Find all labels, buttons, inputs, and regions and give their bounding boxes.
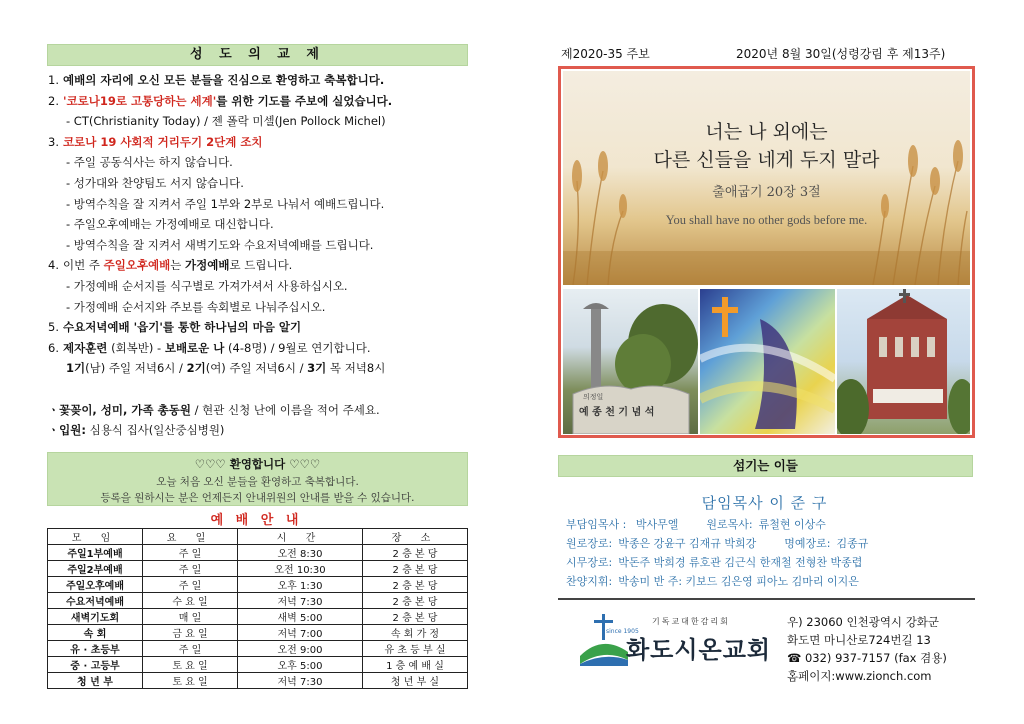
table-cell: 주 일 — [143, 577, 238, 593]
table-cell: 저녁 7:30 — [238, 673, 363, 689]
cover-image-frame — [558, 66, 975, 438]
issue-date: 2020년 8월 30일(성령강림 후 제13주) — [736, 47, 946, 61]
text-run: 보배로운 나 — [164, 340, 225, 355]
wheat-field-image — [563, 71, 970, 285]
text-run: 1기 — [66, 361, 86, 376]
fellowship-item — [66, 216, 274, 232]
table-cell: 1 층 예 배 실 — [363, 657, 468, 673]
text-run: - 주일오후예배는 가정예배로 대신합니다. — [66, 217, 274, 232]
table-cell: 저녁 7:30 — [238, 593, 363, 609]
staff-label: 찬양지휘: — [566, 575, 613, 588]
staff-line — [566, 554, 862, 570]
cross-painting-image — [700, 289, 835, 434]
table-cell: 중 · 고등부 — [48, 657, 143, 673]
text-run: - 방역수칙을 잘 지켜서 새벽기도와 수요저녁예배를 드립니다. — [66, 237, 374, 252]
church-building-photo — [837, 289, 970, 434]
table-row — [48, 545, 468, 561]
fellowship-title: 성 도 의 교 제 — [190, 47, 325, 62]
text-run: (남) 주일 저녁6시 / — [85, 361, 187, 376]
table-cell: 주일오후예배 — [48, 577, 143, 593]
staff-value: 박돈주 박희경 류호관 김근식 한재철 전형찬 박종렵 — [618, 556, 863, 569]
welcome-line1: 오늘 처음 오신 분들을 환영하고 축복합니다. — [156, 476, 359, 488]
staff-label2: 명예장로: — [784, 537, 831, 550]
text-run: 는 — [170, 258, 186, 273]
item-number: 1. — [48, 73, 59, 87]
table-cell: 주일2부예배 — [48, 561, 143, 577]
church-since: since 1905 — [606, 628, 639, 635]
text-run: '코로나19로 고통당하는 세계' — [62, 93, 217, 108]
verse-reference: 출애굽기 20장 3절 — [712, 185, 821, 200]
church-logo — [576, 612, 776, 668]
fellowship-item — [66, 299, 325, 315]
text-run: - 주일 공동식사는 하지 않습니다. — [66, 155, 233, 170]
text-run: - 방역수칙을 잘 지켜서 주일 1부와 2부로 나눠서 예배드립니다. — [66, 196, 385, 211]
item-number: 5. — [48, 320, 59, 335]
church-scene — [837, 289, 970, 434]
table-cell: 수요저녁예배 — [48, 593, 143, 609]
staff-value: 박종은 강윤구 김재규 박희강 — [618, 537, 757, 550]
servants-title: 섬기는 이들 — [733, 458, 798, 473]
worship-header-row — [48, 529, 468, 545]
table-cell: 오전 10:30 — [238, 561, 363, 577]
text-run: (회복반) - — [107, 340, 165, 355]
table-cell: 속 회 가 정 — [363, 625, 468, 641]
stone-inscription: 예 종 천 기 념 석 — [579, 407, 655, 418]
verse-english: You shall have no other gods before me. — [665, 213, 868, 227]
church-denomination: 기독교대한감리회 — [652, 617, 730, 626]
worship-header: 시 간 — [238, 529, 363, 545]
address-line2: 화도면 마니산로724번길 13 — [787, 633, 931, 647]
table-cell: 속 회 — [48, 625, 143, 641]
table-cell: 주 일 — [143, 561, 238, 577]
note-item — [48, 422, 224, 438]
fellowship-list — [48, 72, 488, 392]
worship-header: 모 임 — [48, 529, 143, 545]
fellowship-item — [48, 72, 384, 88]
table-row — [48, 673, 468, 689]
item-number: 6. — [48, 340, 59, 355]
text-run: - 가정예배 순서지와 주보를 속회별로 나눠주십시오. — [66, 299, 326, 314]
worship-header: 장 소 — [363, 529, 468, 545]
text-run: 수요저녁예배 '읍기'를 통한 하나님의 마음 알기 — [62, 320, 302, 335]
fellowship-header — [47, 44, 468, 66]
table-cell: 유 · 초등부 — [48, 641, 143, 657]
fellowship-item — [48, 257, 292, 273]
table-cell: 새벽기도회 — [48, 609, 143, 625]
text-run: 주일오후예배 — [103, 258, 171, 273]
wheat-stalks — [563, 71, 970, 285]
table-cell: 오전 9:00 — [238, 641, 363, 657]
church-name: 화도시온교회 — [626, 636, 772, 664]
table-row — [48, 657, 468, 673]
fellowship-item — [48, 93, 392, 109]
worship-title: 예 배 안 내 — [210, 513, 303, 528]
table-cell: 유 초 등 부 실 — [363, 641, 468, 657]
text-run: 제자훈련 — [62, 340, 108, 355]
verse-line1: 너는 나 외에는 — [705, 121, 828, 143]
worship-header: 요 일 — [143, 529, 238, 545]
staff-line — [566, 535, 868, 551]
fellowship-item — [48, 319, 301, 335]
text-run: 코로나 19 사회적 거리두기 2단계 조치 — [62, 134, 263, 149]
fellowship-item — [66, 113, 386, 129]
text-run: (여) 주일 저녁6시 / — [205, 361, 308, 376]
welcome-box — [47, 452, 468, 506]
item-number: 4. — [48, 258, 59, 273]
text-run: - 성가대와 찬양팀도 서지 않습니다. — [66, 176, 244, 190]
stone-inscription-small: 의정일 — [583, 393, 604, 401]
table-cell: 토 요 일 — [143, 657, 238, 673]
table-cell: 주일1부예배 — [48, 545, 143, 561]
table-row — [48, 609, 468, 625]
table-cell: 2 층 본 당 — [363, 577, 468, 593]
text-run: - CT(Christianity Today) / 젠 폴락 미셀(Jen Pollock Michel) — [66, 114, 386, 129]
table-row — [48, 625, 468, 641]
fellowship-item — [66, 237, 373, 253]
address-line1: 우) 23060 인천광역시 강화군 — [787, 615, 940, 629]
table-cell: 주 일 — [143, 641, 238, 657]
staff-label: 시무장로: — [566, 556, 613, 569]
staff-label: 원로장로: — [566, 537, 613, 550]
verse-line2: 다른 신들을 네게 두지 말라 — [653, 149, 880, 171]
staff-value: 박사무엘 — [635, 518, 679, 531]
staff-value2: 김종규 — [836, 537, 869, 550]
memorial-stone-photo — [563, 289, 698, 434]
staff-label: 부담임목사 : — [566, 518, 630, 531]
text-run: ㆍ입원: — [48, 423, 86, 437]
table-cell: 토 요 일 — [143, 673, 238, 689]
fellowship-item — [66, 175, 244, 191]
notes-list — [48, 402, 488, 442]
table-row — [48, 593, 468, 609]
table-cell: 2 층 본 당 — [363, 545, 468, 561]
item-number: 3. — [48, 134, 59, 149]
welcome-title: ♡♡♡ 환영합니다 ♡♡♡ — [194, 457, 321, 471]
text-run: 3기 — [307, 361, 327, 376]
staff-line — [566, 516, 826, 532]
table-cell: 저녁 7:00 — [238, 625, 363, 641]
text-run: 심용식 집사(일산중심병원) — [85, 423, 225, 437]
text-run: 목 저녁8시 — [326, 361, 386, 376]
welcome-line2: 등록을 원하시는 분은 언제든지 안내위원의 안내를 받을 수 있습니다. — [100, 492, 415, 504]
table-cell: 매 일 — [143, 609, 238, 625]
text-run: - 가정예배 순서지를 식구별로 가져가셔서 사용하십시오. — [66, 279, 348, 293]
table-cell: 청 년 부 실 — [363, 673, 468, 689]
table-cell: 금 요 일 — [143, 625, 238, 641]
table-cell: 2 층 본 당 — [363, 561, 468, 577]
homepage-link[interactable]: 홈페이지:www.zionch.com — [787, 669, 932, 683]
table-cell: 오후 1:30 — [238, 577, 363, 593]
table-cell: 새벽 5:00 — [238, 609, 363, 625]
text-run: / 현관 신청 난에 이름을 적어 주세요. — [190, 403, 380, 417]
worship-table — [47, 528, 468, 689]
church-logo-icon — [576, 612, 632, 668]
table-cell: 2 층 본 당 — [363, 593, 468, 609]
servants-header — [558, 455, 973, 477]
table-cell: 청 년 부 — [48, 673, 143, 689]
table-row — [48, 641, 468, 657]
issue-number: 제2020-35 주보 — [561, 47, 650, 61]
staff-label2: 원로목사: — [706, 518, 753, 531]
phone: ☎ 032) 937-7157 (fax 겸용) — [787, 651, 947, 665]
text-run: 2기 — [186, 361, 206, 376]
fellowship-item — [48, 340, 371, 356]
senior-pastor: 담임목사 이 준 구 — [701, 494, 828, 512]
note-item — [48, 402, 380, 418]
table-row — [48, 561, 468, 577]
staff-line — [566, 573, 859, 589]
table-cell: 오전 8:30 — [238, 545, 363, 561]
text-run: 예배의 자리에 오신 모든 분들을 진심으로 환영하고 축복합니다. — [62, 73, 385, 87]
text-run: 가정예배 — [185, 258, 230, 273]
item-number: 2. — [48, 93, 59, 108]
fellowship-item — [66, 360, 385, 376]
cross-icon — [700, 289, 835, 434]
staff-list — [566, 516, 976, 592]
fellowship-item — [66, 278, 348, 294]
text-run: (4-8명) / 9월로 연기합니다. — [224, 340, 371, 355]
staff-value2: 류철현 이상수 — [758, 518, 826, 531]
table-cell: 2 층 본 당 — [363, 609, 468, 625]
staff-value: 박송미 반 주: 키보드 김은영 피아노 김마리 이지은 — [618, 575, 859, 588]
table-cell: 오후 5:00 — [238, 657, 363, 673]
text-run: ㆍ꽃꽂이, 성미, 가족 총동원 — [48, 403, 191, 417]
text-run: 이번 주 — [62, 258, 104, 273]
text-run: 를 위한 기도를 주보에 실었습니다. — [216, 93, 393, 108]
text-run: 로 드립니다. — [229, 258, 293, 273]
fellowship-item — [48, 134, 263, 150]
table-row — [48, 577, 468, 593]
table-cell: 주 일 — [143, 545, 238, 561]
divider — [558, 598, 975, 600]
fellowship-item — [66, 196, 384, 212]
table-cell: 수 요 일 — [143, 593, 238, 609]
fellowship-item — [66, 154, 233, 170]
